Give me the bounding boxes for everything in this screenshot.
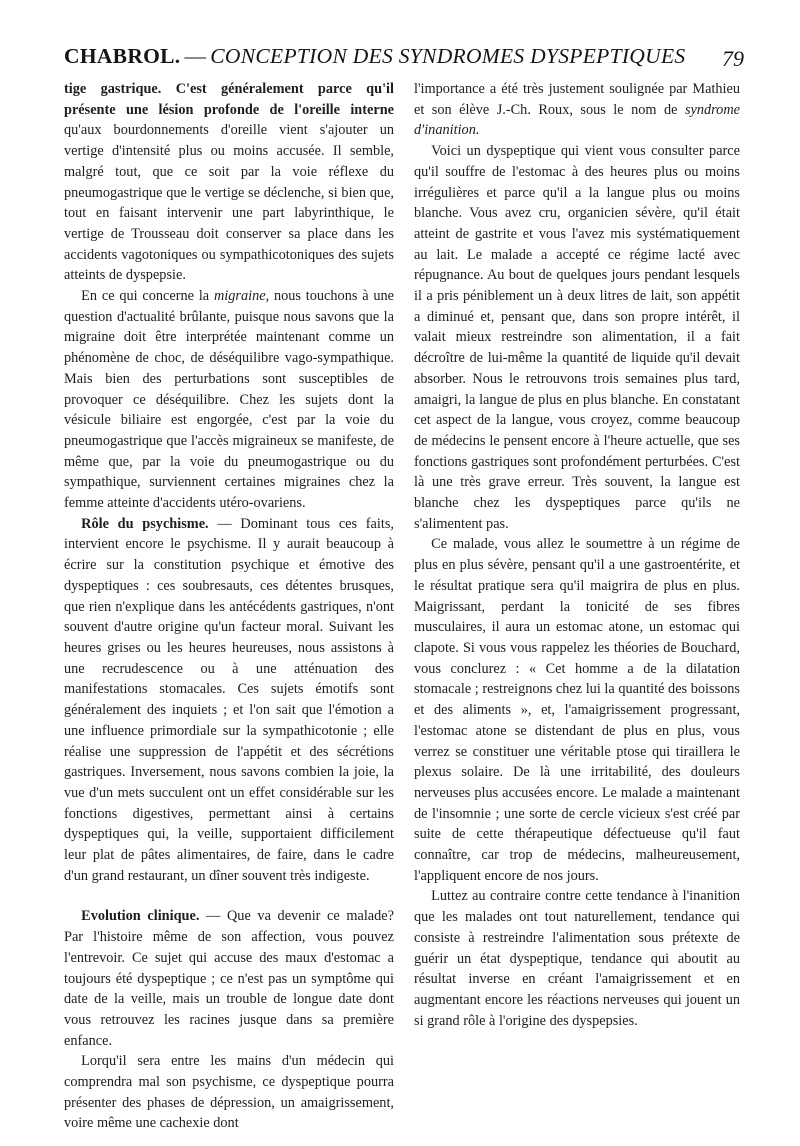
paragraph-text: — Que va devenir ce malade? Par l'histoire même de son affection, vous pouvez l'entrevoir. Ce sujet qui accuse des maux d'estomac a toujours été dyspeptique ; ce n'est pas un symptôme qui date de la veille, mais un trouble de longue date dont vous retrouvez les racines jusque dans sa première enfance. [64,908,394,1049]
header-author: CHABROL. [64,44,181,68]
paragraph-text: — Dominant tous ces faits, intervient encore le psychisme. Il y aurait beaucoup à écrire sur la constitution psychique et émotive des dyspeptiques : ces soubresauts, ces détentes brusques, que rien n'explique dans les antécédents gastriques, n'ont souvent d'autre origine qu'un facteur moral. Suivant les heures grises ou les heures heureuses, nous assistons à une recrudescence ou à une atténuation des manifestations stomacales. Ces sujets émotifs sont généralement des inquiets ; et l'on sait que l'émotion a une influence primordiale sur la sympathicotonie ; elle réalise une suppression de l'appétit et des sécrétions gastriques. Inversement, nous savons combien la joie, la vue d'un mets succulent ont un effet considérable sur les fonctions digestives, permettant ainsi à certains dyspeptiques qui, la veille, supportaient difficilement leur plat de pâtes alimentaires, de faire, dans le cadre d'un grand restaurant, un dîner souvent très indigeste. [64,515,394,884]
italic-term-syndrome-inanition: syndrome d'inanition. [414,101,740,139]
paragraph-voici-un-dyspeptique: Voici un dyspeptique qui vient vous consulter parce qu'il souffre de l'estomac à des heures plus ou moins irrégulières et parce qu'il a la langue plus ou moins blanche. Vous avez cru, organicien sévère, qu'il était atteint de gastrite et vous l'avez mis systématiquement au lait. Le malade a accepté ce régime lacté avec répugnance. Au bout de quelques jours pendant lesquels il a pris péniblement un à deux litres de lait, son appétit a diminué et, pensant que, dans son propre intérêt, il valait mieux restreindre son alimentation, il a fait décroître de lui-même la quantité de liquide qu'il devait absorber. Nous le retrouvons trois semaines plus tard, amaigri, la langue de plus en plus blanche. En constatant cet aspect de la langue, vous croyez, comme beaucoup de médecins le pensent encore à l'heure actuelle, que ses fonctions gastriques sont profondément perturbées. C'est là une très grave erreur. Très souvent, la langue est blanche chez les dyspeptiques parce qu'ils ne s'alimentent pas. [414,143,740,532]
paragraph-text: nous touchons à une question d'actualité brûlante, puisque nous savons que la migraine doit être interprétée maintenant comme un phénomène de choc, de déséquilibre vago-sympathique. Mais bien des perturbations sont susceptibles de provoquer ce déséquilibre. Chez les sujets dont la vésicule biliaire est engorgée, c'est par la voie du pneumogastrique que l'accès migraineux se manifeste, de même que, par la voie du pneumogastrique ou du sympathique, surviennent certaines migraines chez la femme atteinte d'accidents utéro-ovariens. [64,288,395,512]
left-column [64,79,394,1134]
running-header [64,44,744,74]
paragraph-migraine [64,286,394,514]
paragraph-text: En ce qui concerne la [81,288,214,305]
italic-term-migraine: migraine, [213,288,270,305]
header-subject: CONCEPTION DES SYNDROMES DYSPEPTIQUES [210,44,686,68]
page-number: 79 [722,46,744,71]
paragraph-text: qu'aux bourdonnements d'oreille vient s'ajouter un vertige d'intensité plus ou moins accusée. Il semble, malgré tout, que ce soit par la voie réflexe du pneumogastrique que le vertige se déclenche, si bien que, tout en faisant intervenir une part labyrinthique, le vertige de Trousseau doit conserver sa place dans les accidents vagotoniques ou sympathicotoniques des sujets atteints de dyspepsie. [64,122,394,284]
paragraph-lorqu-il: Lorqu'il sera entre les mains d'un médecin qui comprendra mal son psychisme, ce dyspeptique pourra présenter des phases de dépression, un amaigrissement, voire même une cachexie dont [64,1053,394,1132]
paragraph-ce-malade: Ce malade, vous allez le soumettre à un régime de plus en plus sévère, pensant qu'il a une gastroentérite, et le résultat pratique sera qu'il maigrira de plus en plus. Maigrissant, perdant la tonicité de ses fibres musculaires, il aura un estomac atone, un estomac qui clapote. Si vous vous rappelez les théories de Bouchard, vous conclurez : « Cet homme a de la dilatation stomacale ; restreignons chez lui la quantité des boissons et des aliments », et, l'amaigrissement progressant, l'estomac atone se distendant de plus en plus, vous verrez se constituer une véritable ptose qui tiraillera le plexus solaire. De là une irritabilité, des douleurs nerveuses plus accusées encore. Le malade a maintenant de l'insomnie ; une sorte de cercle vicieux s'est créé par suite de cette thérapeutique défectueuse qu'il faut connaître, car trop de médecins, malheureusement, l'appliquent encore de nos jours. [414,536,740,884]
paragraph-luttez: Luttez au contraire contre cette tendance à l'inanition que les malades ont tout naturellement, tendance qui consiste à restreindre l'alimentation sous prétexte de guérir un état dyspeptique, tendance qui aboutit au résultat inverse en créant l'amaigrissement et en augmentant encore les réactions nerveuses qui jouent un si grand rôle à l'origine des dyspepsies. [414,888,740,1029]
paragraph-text: l'importance a été très justement soulignée par Mathieu et son élève J.-Ch. Roux, sous le nom de [414,81,740,118]
section-heading-role-psychisme: Rôle du psychisme. [81,515,209,532]
paragraph-role-psychisme [64,514,394,887]
paragraph-vertige-continued [64,79,394,286]
header-dash: — [184,44,207,68]
paragraph-inanition-continued [414,79,740,141]
section-heading-evolution-clinique: Evolution clinique. [81,908,200,925]
paragraph-evolution-clinique [64,906,394,1051]
right-column [414,79,740,1031]
bold-lead-text: tige gastrique. C'est généralement parce qu'il présente une lésion profonde de l'oreille interne [64,81,394,118]
header-title [64,44,685,69]
